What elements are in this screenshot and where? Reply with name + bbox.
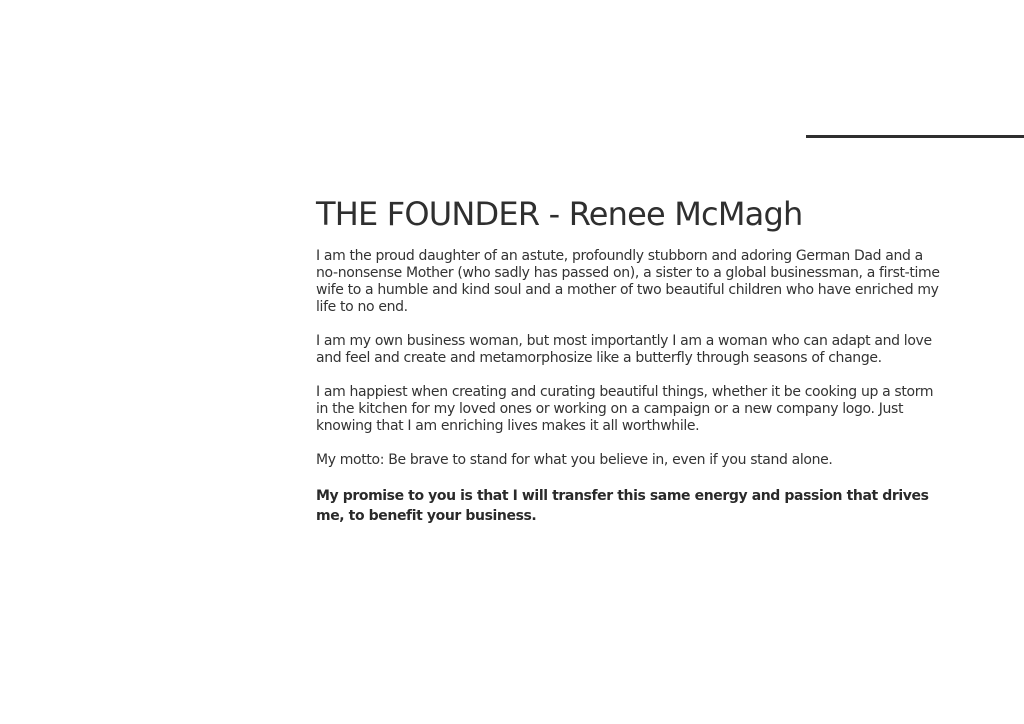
decorative-divider-line: [806, 135, 1024, 138]
founder-section: [316, 194, 946, 526]
bio-paragraph-business-woman: I am my own business woman, but most importantly I am a woman who can adapt and love and feel and create and metamorphosize like a butterfly through seasons of change.: [316, 333, 932, 366]
bio-paragraph-family: I am the proud daughter of an astute, profoundly stubborn and adoring German Dad and a no-nonsense Mother (who sadly has passed on), a sister to a global businessman, a first-time wife to a humble and kind soul and a mother of two beautiful children who have enriched my life to no end.: [316, 248, 940, 315]
promise-statement: My promise to you is that I will transfer this same energy and passion that drives me, to benefit your business.: [316, 488, 929, 524]
motto-paragraph: My motto: Be brave to stand for what you believe in, even if you stand alone.: [316, 452, 833, 468]
page-title: THE FOUNDER - Renee McMagh: [316, 195, 803, 233]
bio-paragraph-happiest: I am happiest when creating and curating beautiful things, whether it be cooking up a storm in the kitchen for my loved ones or working on a campaign or a new company logo. Just knowing that I am enriching lives makes it all worthwhile.: [316, 384, 934, 434]
